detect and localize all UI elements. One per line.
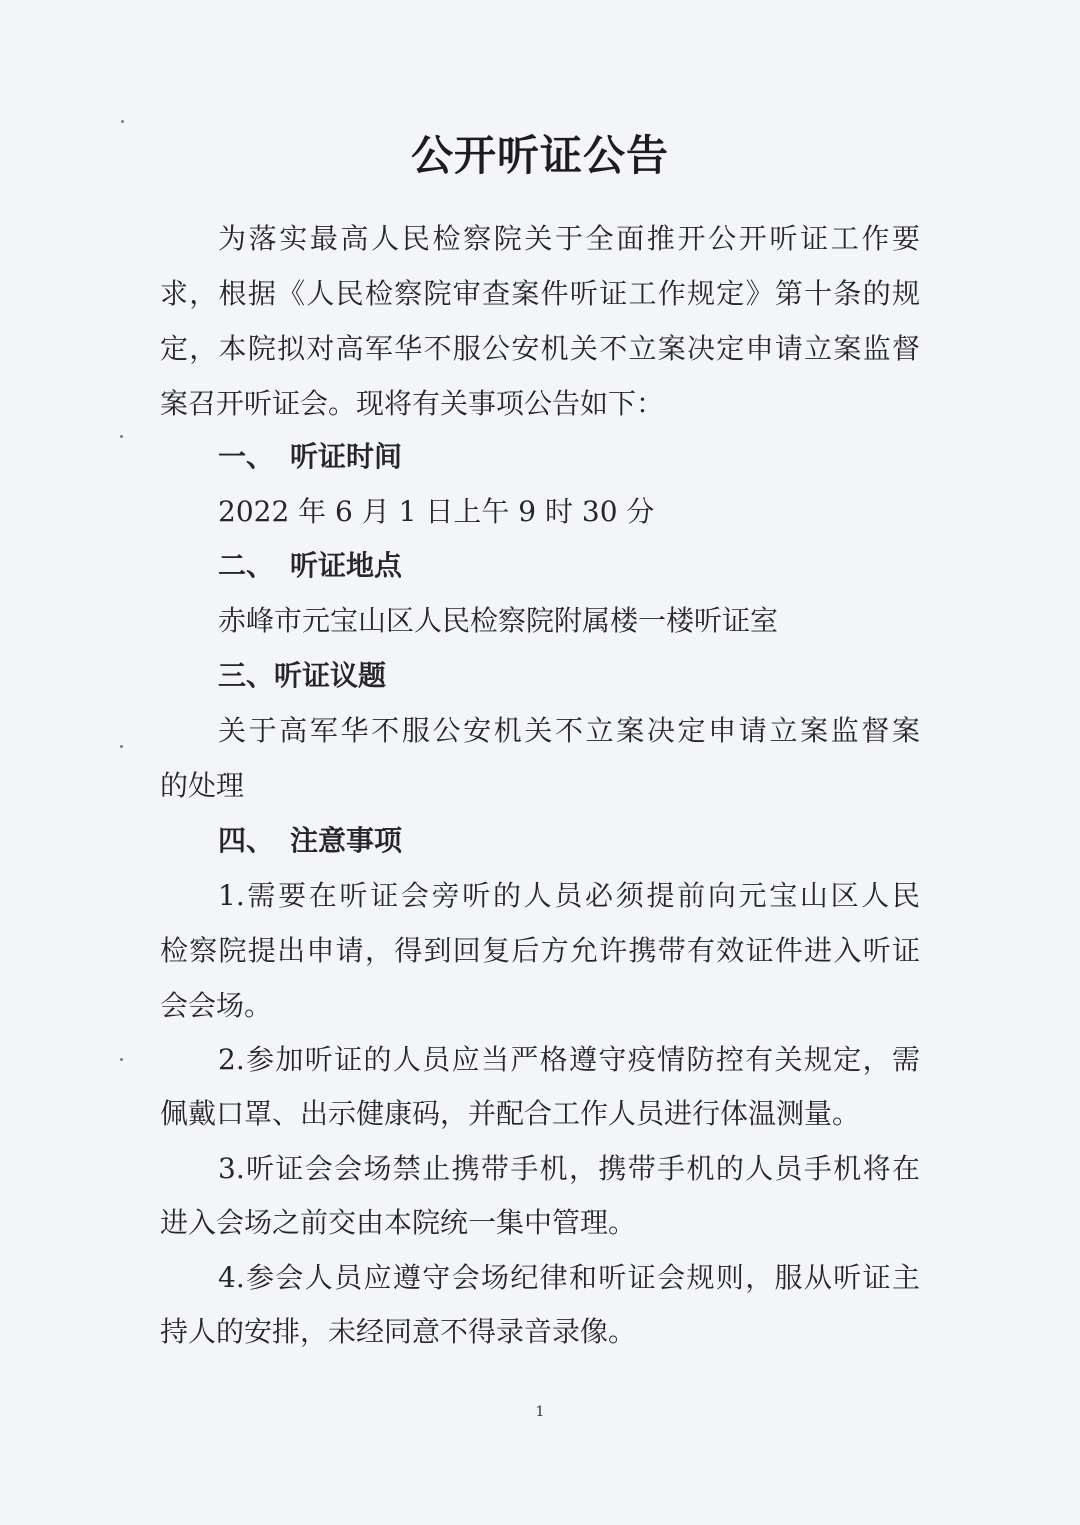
notice-item-line: 4.参会人员应遵守会场纪律和听证会规则，服从听证主: [218, 1261, 920, 1294]
scan-speck: [120, 1058, 123, 1061]
notice-item-line: 3.听证会会场禁止携带手机，携带手机的人员手机将在: [218, 1152, 920, 1185]
hearing-time-text: 2022 年 6 月 1 日上午 9 时 30 分: [218, 495, 655, 528]
scan-speck: [120, 435, 123, 438]
notice-item-line: 会会场。: [160, 989, 273, 1022]
section-heading-notes: [218, 821, 920, 861]
notice-item-line: 持人的安排，未经同意不得录音录像。: [160, 1315, 637, 1348]
notice-item-line: 2.参加听证的人员应当严格遵守疫情防控有关规定，需: [218, 1043, 920, 1076]
section-heading-topic: 三、听证议题: [218, 659, 387, 692]
intro-line: 为落实最高人民检察院关于全面推开公开听证工作要: [218, 222, 920, 255]
document-title: 公开听证公告: [410, 131, 669, 180]
notice-item-line: 佩戴口罩、出示健康码，并配合工作人员进行体温测量。: [160, 1097, 861, 1130]
intro-line: 求，根据《人民检察院审查案件听证工作规定》第十条的规: [160, 277, 920, 310]
section-title: 听证时间: [290, 440, 403, 473]
section-heading-time: [218, 437, 920, 477]
intro-line: 案召开听证会。现将有关事项公告如下：: [160, 387, 665, 420]
hearing-topic-line: 关于高军华不服公安机关不立案决定申请立案监督案: [218, 714, 920, 747]
section-number: 四、: [218, 824, 275, 857]
notice-item-line: 1.需要在听证会旁听的人员必须提前向元宝山区人民: [218, 879, 920, 912]
scan-speck: [121, 120, 124, 123]
section-heading-location: [218, 546, 920, 586]
section-title: 听证地点: [290, 549, 403, 582]
page-number: 1: [535, 1404, 545, 1420]
scan-speck: [120, 745, 123, 748]
notice-item-line: 进入会场之前交由本院统一集中管理。: [160, 1206, 637, 1239]
hearing-location-text: 赤峰市元宝山区人民检察院附属楼一楼听证室: [218, 604, 779, 637]
notice-item-line: 检察院提出申请，得到回复后方允许携带有效证件进入听证: [160, 934, 920, 967]
section-title: 注意事项: [290, 824, 403, 857]
section-number: 一、: [218, 440, 275, 473]
hearing-topic-line: 的处理: [160, 769, 245, 802]
section-number: 二、: [218, 549, 275, 582]
intro-line: 定，本院拟对高军华不服公安机关不立案决定申请立案监督: [160, 332, 920, 365]
